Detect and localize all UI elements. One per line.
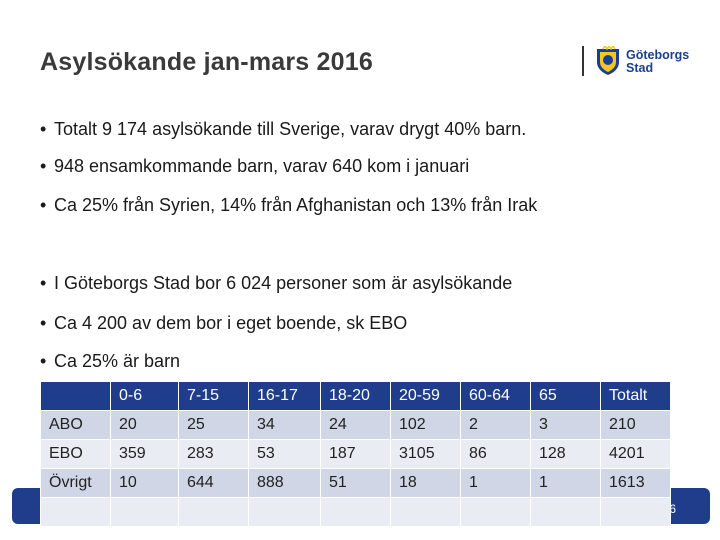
- table-cell: [321, 498, 391, 527]
- table-cell: 25: [179, 411, 249, 440]
- table-header-cell: 0-6: [111, 382, 179, 411]
- logo-text-line2: Stad: [626, 61, 654, 75]
- table-cell: 128: [531, 440, 601, 469]
- city-crest-icon: [594, 46, 622, 76]
- bullet-item: • I Göteborgs Stad bor 6 024 personer som är asylsökande: [40, 273, 513, 293]
- table-header-cell: 18-20: [321, 382, 391, 411]
- table-cell: [461, 498, 531, 527]
- table-cell: [391, 498, 461, 527]
- table-header-cell: 16-17: [249, 382, 321, 411]
- table-header-cell: [41, 382, 111, 411]
- table-cell: 359: [111, 440, 179, 469]
- table-cell: 1: [531, 469, 601, 498]
- table-cell: [179, 498, 249, 527]
- table-cell: 644: [179, 469, 249, 498]
- table-cell: 210: [601, 411, 671, 440]
- logo-text-line1: Göteborgs: [626, 48, 690, 62]
- slide-title: Asylsökande jan-mars 2016: [40, 48, 373, 76]
- table-cell: 3: [531, 411, 601, 440]
- asylum-seekers-table: [40, 381, 671, 527]
- table-header-cell: 20-59: [391, 382, 461, 411]
- table-row: [41, 498, 671, 527]
- table-cell: 4201: [601, 440, 671, 469]
- table-cell: 24: [321, 411, 391, 440]
- page-number: 6: [669, 502, 676, 516]
- table-header-cell: 65: [531, 382, 601, 411]
- table-header-cell: Totalt: [601, 382, 671, 411]
- table-cell: 283: [179, 440, 249, 469]
- table-cell: 2: [461, 411, 531, 440]
- table-cell: [601, 498, 671, 527]
- table-cell: 20: [111, 411, 179, 440]
- bullet-item: • Ca 4 200 av dem bor i eget boende, sk EBO: [40, 313, 408, 333]
- bullet-item: • Totalt 9 174 asylsökande till Sverige, varav drygt 40% barn.: [40, 119, 527, 139]
- table-header-row: [41, 382, 671, 411]
- table-row: [41, 469, 671, 498]
- bullet-item: • 948 ensamkommande barn, varav 640 kom i januari: [40, 156, 470, 176]
- table-cell: Övrigt: [41, 469, 111, 498]
- table-header-cell: 7-15: [179, 382, 249, 411]
- table-cell: 1: [461, 469, 531, 498]
- table-cell: [531, 498, 601, 527]
- table-cell: 10: [111, 469, 179, 498]
- table-cell: 888: [249, 469, 321, 498]
- table-row: [41, 440, 671, 469]
- table-header-cell: 60-64: [461, 382, 531, 411]
- table-cell: 51: [321, 469, 391, 498]
- table-cell: 18: [391, 469, 461, 498]
- logo-divider: [582, 46, 584, 76]
- table-cell: EBO: [41, 440, 111, 469]
- bullet-item: • Ca 25% från Syrien, 14% från Afghanistan och 13% från Irak: [40, 195, 538, 215]
- table-cell: 1613: [601, 469, 671, 498]
- table-cell: 86: [461, 440, 531, 469]
- table-cell: 53: [249, 440, 321, 469]
- bullet-item: • Ca 25% är barn: [40, 351, 181, 371]
- table-cell: 34: [249, 411, 321, 440]
- table-cell: 187: [321, 440, 391, 469]
- table-cell: 102: [391, 411, 461, 440]
- table-cell: [249, 498, 321, 527]
- table-row: [41, 411, 671, 440]
- goteborgs-stad-logo: [594, 46, 690, 78]
- table-cell: [41, 498, 111, 527]
- table-cell: ABO: [41, 411, 111, 440]
- table-cell: [111, 498, 179, 527]
- table-cell: 3105: [391, 440, 461, 469]
